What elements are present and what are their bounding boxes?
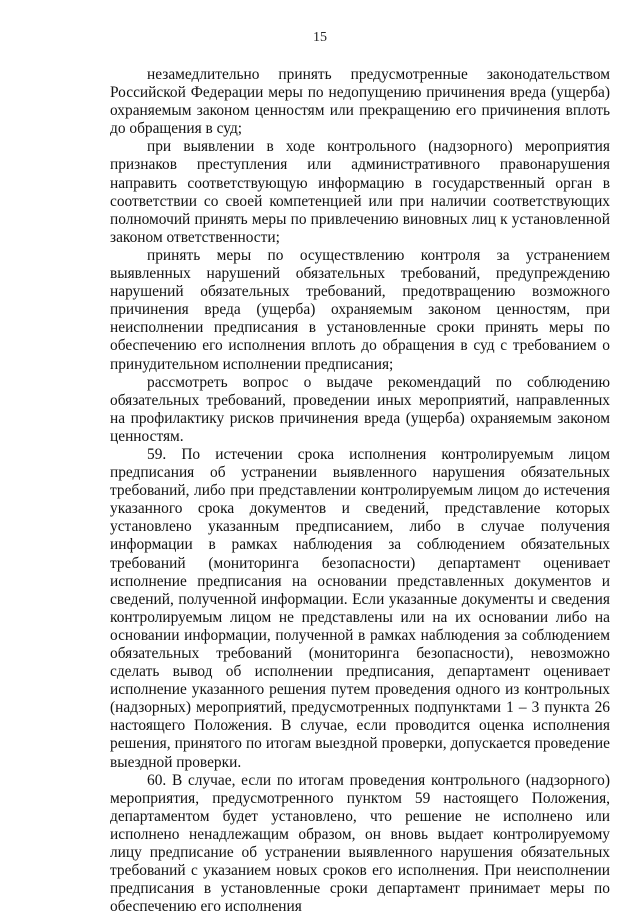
- document-body: [110, 66, 610, 916]
- paragraph-4: рассмотреть вопрос о выдаче рекомендаций по соблюдению обязательных требований, проведении иных мероприятий, направленных на профилактику рисков причинения вреда (ущерба) охраняемым законом ценностям.: [110, 373, 610, 445]
- paragraph-5-item-59: 59. По истечении срока исполнения контролируемым лицом предписания об устранении выявленного нарушения обязательных требований, либо при представлении контролируемым лицом до истечения указанного срока документов и сведений, представление которых установлено указанным предписанием, либо в случае получения информации в рамках наблюдения за соблюдением обязательных требований (мониторинга безопасности) департамент оценивает исполнение предписания на основании представленных документов и сведений, полученной информации. Если указанные документы и сведения контролируемым лицом не представлены или на их основании либо на основании информации, полученной в рамках наблюдения за соблюдением обязательных требований (мониторинга безопасности), невозможно сделать вывод об исполнении предписания, департамент оценивает исполнение указанного решения путем проведения одного из контрольных (надзорных) мероприятий, предусмотренных подпунктами 1 – 3 пункта 26 настоящего Положения. В случае, если проводится оценка исполнения решения, принятого по итогам выездной проверки, допускается проведение выездной проверки.: [110, 445, 610, 771]
- paragraph-3: принять меры по осуществлению контроля за устранением выявленных нарушений обязательных требований, предупреждению нарушений обязательных требований, предотвращению возможного причинения вреда (ущерба) охраняемым законом ценностям, при неисполнении предписания в установленные сроки принять меры по обеспечению его исполнения вплоть до обращения в суд с требованием о принудительном исполнении предписания;: [110, 246, 610, 373]
- paragraph-2: при выявлении в ходе контрольного (надзорного) мероприятия признаков преступления или административного правонарушения направить соответствующую информацию в государственный орган в соответствии со своей компетенцией или при наличии соответствующих полномочий принять меры по привлечению виновных лиц к установленной законом ответственности;: [110, 138, 610, 246]
- paragraph-6-item-60: 60. В случае, если по итогам проведения контрольного (надзорного) мероприятия, предусмотренного пунктом 59 настоящего Положения, департаментом будет установлено, что решение не исполнено или исполнено ненадлежащим образом, он вновь выдает контролируемому лицу предписание об устранении выявленного нарушения обязательных требований с указанием новых сроков его исполнения. При неисполнении предписания в установленные сроки департамент принимает меры по обеспечению его исполнения: [110, 771, 610, 916]
- paragraph-1: незамедлительно принять предусмотренные законодательством Российской Федерации меры по недопущению причинения вреда (ущерба) охраняемым законом ценностям или прекращению его причинения вплоть до обращения в суд;: [110, 66, 610, 138]
- page-number: 15: [313, 30, 327, 45]
